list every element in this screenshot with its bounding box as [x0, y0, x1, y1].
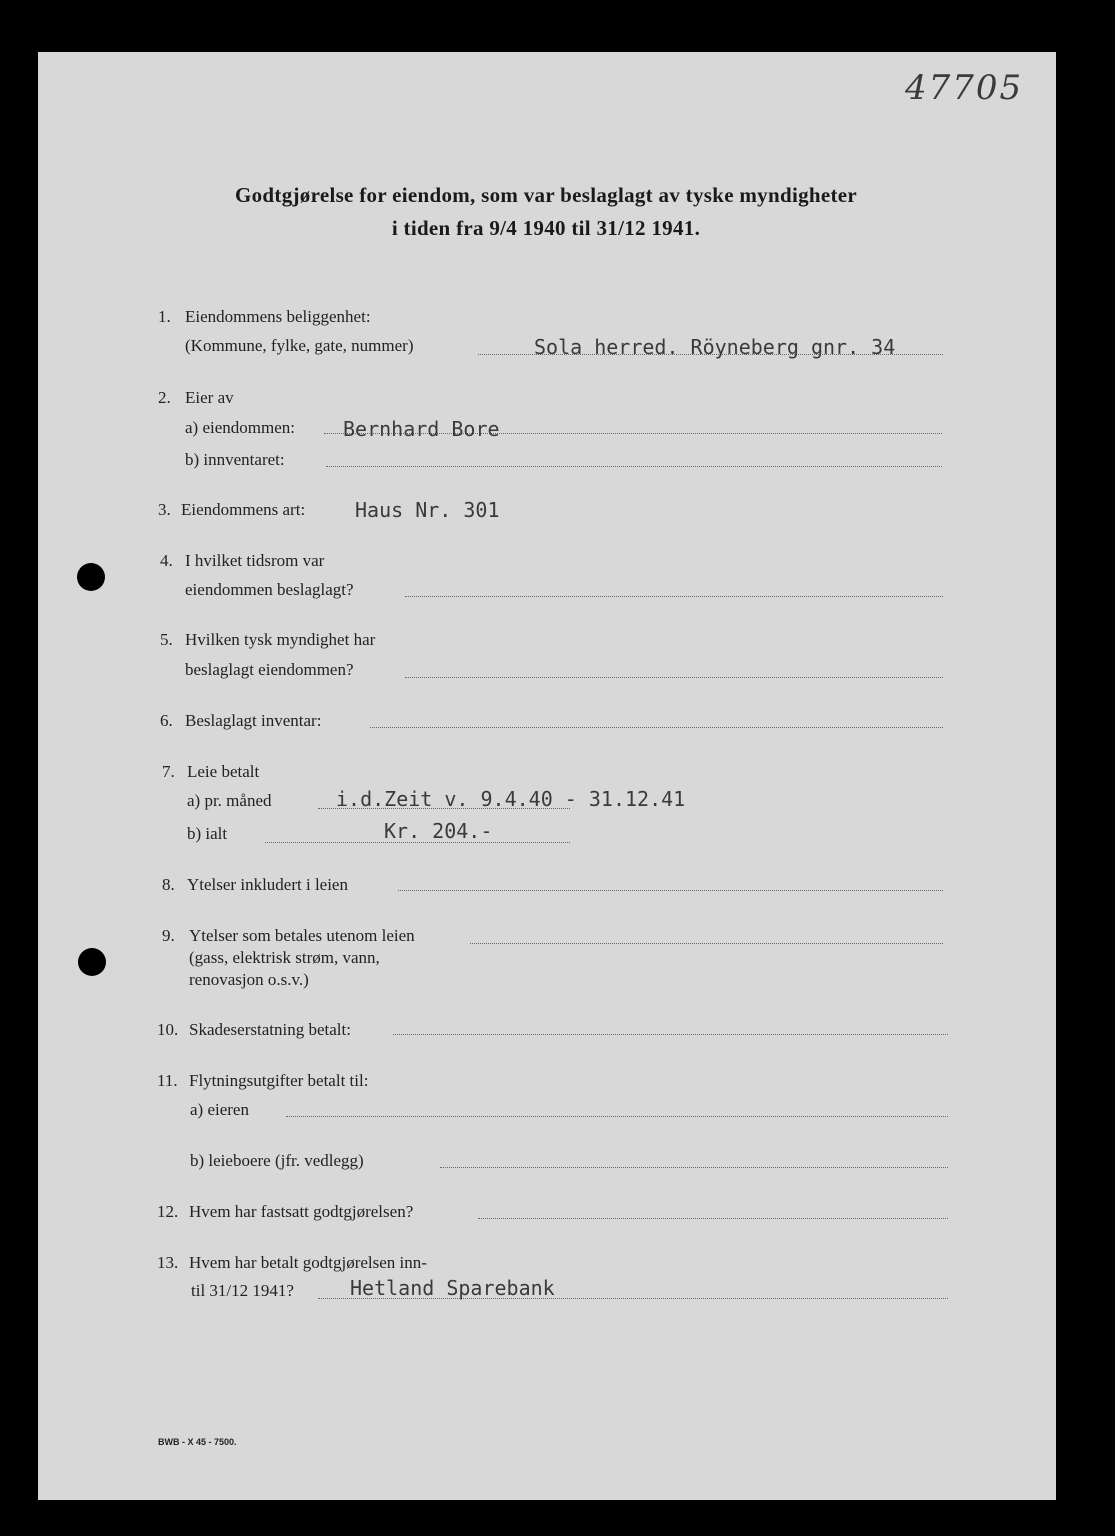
- q13-answer: Hetland Sparebank: [350, 1276, 555, 1300]
- q7-label: Leie betalt: [187, 762, 260, 781]
- q6-answer-line: [370, 727, 943, 728]
- q8-label: Ytelser inkludert i leien: [187, 875, 348, 894]
- q2b-answer-line: [326, 466, 942, 467]
- form-footer-code: BWB - X 45 - 7500.: [158, 1437, 237, 1447]
- q9-number: 9.: [162, 926, 175, 945]
- q7a-label: a) pr. måned: [187, 791, 272, 810]
- q11a-answer-line: [286, 1116, 948, 1117]
- q11-label: Flytningsutgifter betalt til:: [189, 1071, 369, 1090]
- q11-number: 11.: [157, 1071, 178, 1090]
- q1-number: 1.: [158, 307, 171, 326]
- q10-label: Skadeserstatning betalt:: [189, 1020, 351, 1039]
- q1-answer: Sola herred. Röyneberg gnr. 34: [534, 335, 896, 359]
- q12-label: Hvem har fastsatt godtgjørelsen?: [189, 1202, 414, 1221]
- q9-answer-line: [470, 943, 943, 944]
- q10-answer-line: [393, 1034, 948, 1035]
- q9-label-line3: renovasjon o.s.v.): [189, 970, 309, 989]
- q9-label-line2: (gass, elektrisk strøm, vann,: [189, 948, 380, 967]
- punch-hole-top: [77, 563, 105, 591]
- q7b-answer: Kr. 204.-: [384, 819, 493, 843]
- q9-label-line1: Ytelser som betales utenom leien: [189, 926, 415, 945]
- q13-label-line1: Hvem har betalt godtgjørelsen inn-: [189, 1253, 427, 1272]
- q7b-label: b) ialt: [187, 824, 228, 843]
- form-title-line1: Godtgjørelse for eiendom, som var beslaglagt av tyske myndigheter: [234, 183, 858, 207]
- q2a-answer: Bernhard Bore: [343, 417, 500, 441]
- q2b-label: b) innventaret:: [185, 450, 285, 469]
- q8-number: 8.: [162, 875, 175, 894]
- q12-answer-line: [478, 1218, 948, 1219]
- q5-answer-line: [405, 677, 943, 678]
- q4-answer-line: [405, 596, 943, 597]
- form-title-line2: i tiden fra 9/4 1940 til 31/12 1941.: [391, 216, 701, 240]
- q3-answer: Haus Nr. 301: [355, 498, 500, 522]
- q3-label: Eiendommens art:: [181, 500, 306, 519]
- q2-number: 2.: [158, 388, 171, 407]
- q11a-label: a) eieren: [190, 1100, 249, 1119]
- q12-number: 12.: [157, 1202, 179, 1221]
- q2-label: Eier av: [185, 388, 234, 407]
- q6-number: 6.: [160, 711, 173, 730]
- q1-label-line1: Eiendommens beliggenhet:: [185, 307, 371, 326]
- q5-number: 5.: [160, 630, 173, 649]
- q4-label-line2: eiendommen beslaglagt?: [185, 580, 354, 599]
- q13-label-line2: til 31/12 1941?: [191, 1281, 294, 1300]
- q4-number: 4.: [160, 551, 173, 570]
- q1-label-line2: (Kommune, fylke, gate, nummer): [185, 336, 414, 355]
- q7a-answer: i.d.Zeit v. 9.4.40 - 31.12.41: [336, 787, 686, 811]
- q5-label-line1: Hvilken tysk myndighet har: [185, 630, 376, 649]
- q5-label-line2: beslaglagt eiendommen?: [185, 660, 354, 679]
- q2a-label: a) eiendommen:: [185, 418, 295, 437]
- handwritten-number: 47705: [905, 68, 1024, 108]
- q4-label-line1: I hvilket tidsrom var: [185, 551, 325, 570]
- q11b-label: b) leieboere (jfr. vedlegg): [190, 1151, 364, 1170]
- q3-number: 3.: [158, 500, 171, 519]
- q11b-answer-line: [440, 1167, 948, 1168]
- q13-number: 13.: [157, 1253, 179, 1272]
- q10-number: 10.: [157, 1020, 179, 1039]
- punch-hole-bottom: [78, 948, 106, 976]
- q8-answer-line: [398, 890, 943, 891]
- q7-number: 7.: [162, 762, 175, 781]
- q6-label: Beslaglagt inventar:: [185, 711, 322, 730]
